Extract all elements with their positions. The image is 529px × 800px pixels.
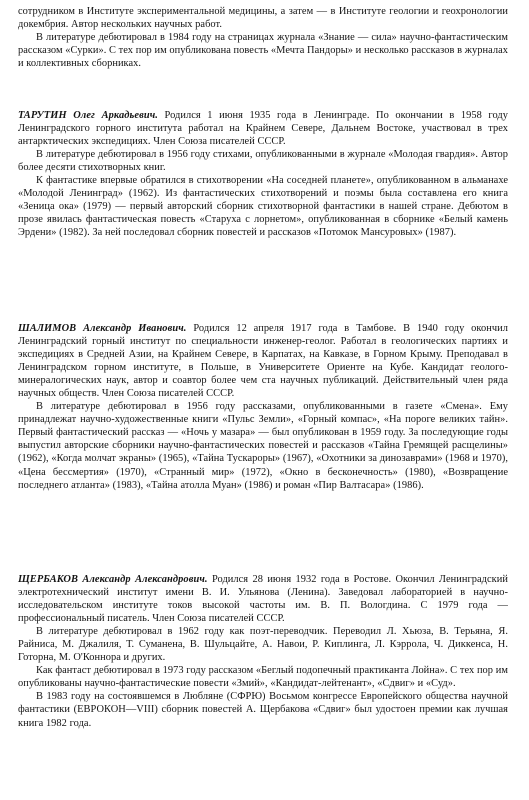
- author-name: ЩЕРБАКОВ Александр Александрович.: [18, 574, 208, 585]
- entry-tarutin: [18, 109, 508, 239]
- paragraph: В литературе дебютировал в 1956 году стихами, опубликованными в журнале «Молодая гвардия». Автор более десяти стихотворных книг.: [18, 149, 508, 174]
- entry-shcherbakov: [18, 573, 508, 730]
- entry-intro-text: Родился 28 июня 1932 года в Ростове. Окончил Ленинградский электротехнический институт имени В. И. Ульянова (Ленина). Заведовал лабораторией в научно-исследовательском институте токов высокой частоты им. В. П. Вологдина. С 1979 года — профессиональный писатель. Член Союза писателей СССР.: [18, 574, 508, 625]
- paragraph: сотрудником в Институте экспериментальной медицины, а затем — в Институте геологии и геохронологии докембрия. Автор нескольких научных работ.: [18, 6, 508, 31]
- paragraph: В литературе дебютировал в 1962 году как поэт-переводчик. Переводил Л. Хьюза, В. Терьяна, Я. Райниса, М. Джалиля, Т. Суманена, В. Шульцайте, А. Навои, Р. Киплинга, Л. Кэррола, Ч. Диккенса, Н. Готорна, М. О'Коннора и других.: [18, 626, 508, 664]
- paragraph: Как фантаст дебютировал в 1973 году рассказом «Беглый подопечный практиканта Лойна». С тех пор им опубликованы научно-фантастические повести «Змий», «Кандидат-лейтенант», «Сдвиг» и «Суд».: [18, 665, 508, 690]
- entry-intro: [18, 573, 508, 625]
- entry-shalimov: [18, 322, 508, 492]
- entry-continuation: [18, 5, 508, 70]
- paragraph: В литературе дебютировал в 1956 году рассказами, опубликованными в газете «Смена». Ему принадлежат научно-художественные книги «Пульс Земли», «Горный компас», «На пороге великих тайн». Первый фантастический рассказ — «Ночь у мазара» — был опубликован в 1959 году. За последующие годы выпустил авторские сборники научно-фантастических повестей и рассказов «Тайна Гремящей расщелины» (1962), «Когда молчат экраны» (1965), «Тайна Тускароры» (1967), «Охотники за динозаврами» (1968 и 1970), «Цена бессмертия» (1970), «Странный мир» (1972), «Окно в бесконечность» (1980), «Возвращение последнего атланта» (1983), «Тайна атолла Муан» (1986) и роман «Пир Валтасара» (1986).: [18, 401, 508, 491]
- author-name: ТАРУТИН Олег Аркадьевич.: [18, 110, 158, 121]
- paragraph: В 1983 году на состоявшемся в Люблянe (СФРЮ) Восьмом конгрессе Европейского общества научной фантастики (ЕВРОКОН—VIII) сборник повестей А. Щербакова «Сдвиг» был удостоен премии как лучшая книга 1982 года.: [18, 691, 508, 729]
- entry-intro-text: Родился 1 июня 1935 года в Ленинграде. По окончании в 1958 году Ленинградского горного института работал на Крайнем Севере, Дальнем Востоке, участвовал в трех антарктических экспедициях. Член Союза писателей СССР.: [18, 110, 508, 148]
- paragraph: К фантастике впервые обратился в стихотворении «На соседней планете», опубликованном в альманахе «Молодой Ленинград» (1962). Из фантастических стихотворений и поэмы была составлена его книга «Зеница ока» (1979) — первый авторский сборник стихотворной фантастики в нашей стране. Дебютом в прозе явилась фантастическая повесть «Старуха с лорнетом», опубликованная в сборнике «Белый камень Эрдени» (1982). За ней последовал сборник повестей и рассказов «Потомок Мансуровых» (1987).: [18, 175, 508, 239]
- entry-intro: [18, 109, 508, 148]
- entry-intro-text: Родился 12 апреля 1917 года в Тамбове. В 1940 году окончил Ленинградский горный институт по специальности инженер-геолог. Работал в геологических партиях и экспедициях в Средней Азии, на Крайнем Севере, в Карпатах, на Кавказе, в Горном Крыму. Преподавал в Ленинградском горном институте, в Польше, в Университете Ориенте на Кубе. Кандидат геолого-минералогических наук, автор и соавтор более чем ста научных публикаций. Действительный член ряда научных обществ. Член Союза писателей СССР.: [18, 323, 508, 400]
- entry-intro: [18, 322, 508, 400]
- author-name: ШАЛИМОВ Александр Иванович.: [18, 323, 187, 334]
- paragraph: В литературе дебютировал в 1984 году на страницах журнала «Знание — сила» научно-фантастическим рассказом «Сурки». С тех пор им опубликована повесть «Мечта Пандоры» и несколько рассказов в журналах и коллективных сборниках.: [18, 32, 508, 70]
